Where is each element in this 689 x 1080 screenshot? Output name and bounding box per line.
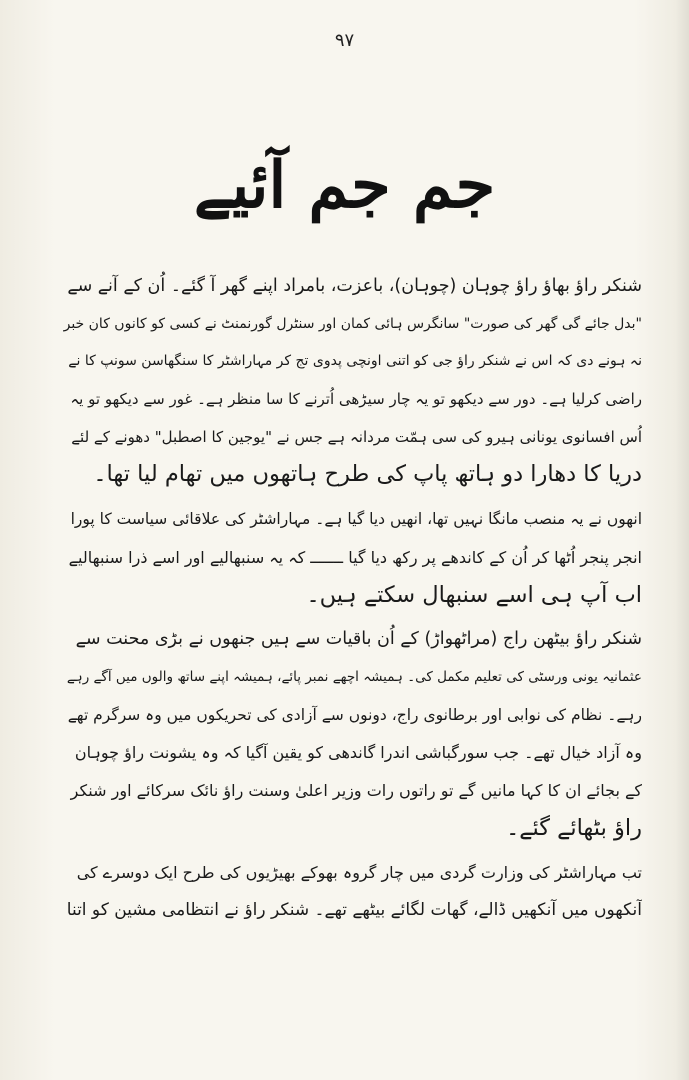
text-line: انجر پنجر اُٹھا کر اُن کے کاندھے پر رکھ دیا گیا ـــــــ کہ یہ سنبھالیے اور اسے ذرا سنبھالیے	[68, 547, 642, 567]
page-edge-shadow	[675, 0, 689, 1080]
text-line: "بدل جائے گی گھر کی صورت" سانگرس ہائی کمان اور سنٹرل گورنمنٹ نے کسی کو کانوں کان خبر	[63, 315, 642, 332]
text-line: شنکر راؤ بھاؤ راؤ چوہان (چوہان)، باعزت، بامراد اپنے گھر آ گئے۔ اُن کے آنے سے	[67, 276, 642, 296]
text-line: راضی کرلیا ہے۔ دور سے دیکھو تو یہ چار سیڑھی اُترنے کا سا منظر ہے۔ غور سے دیکھو تو یہ	[70, 390, 642, 409]
text-line: عثمانیہ یونی ورسٹی کی تعلیم مکمل کی۔ ہمیشہ اچھے نمبر پائے، ہمیشہ اپنے ساتھ والوں میں آگے رہے	[66, 668, 642, 685]
text-line: نہ ہونے دی کہ اس نے شنکر راؤ جی کو اتنی اونچی پدوی تج کر مہاراشٹر کا سنگھاسن سونپ کا نے	[68, 353, 642, 370]
text-line: اُس افسانوی یونانی ہیرو کی سی ہمّت مردانہ ہے جس نے "یوجین کا اصطبل" دھونے کے لئے	[71, 427, 642, 446]
chapter-title: جم جم آئیے	[193, 148, 496, 223]
body-text	[62, 268, 642, 930]
text-line: وہ آزاد خیال تھے۔ جب سورگباشی اندرا گاندھی کو یقین آگیا کہ وہ یشونت راؤ چوہان	[74, 743, 642, 763]
page-number: ۹۷	[334, 30, 355, 51]
text-line: شنکر راؤ بیٹھن راج (مراٹھواڑ) کے اُن باقیات سے ہیں جنھوں نے بڑی محنت سے	[75, 629, 642, 650]
text-line: راؤ بٹھائے گئے۔	[506, 814, 642, 841]
text-line: تب مہاراشٹر کی وزارت گردی میں چار گروہ بھوکے بھیڑیوں کی طرح ایک دوسرے کی	[76, 863, 642, 883]
text-line: دریا کا دھارا دو ہاتھ پاپ کی طرح ہاتھوں میں تھام لیا تھا۔	[93, 461, 642, 488]
paragraph-gap	[62, 494, 642, 501]
text-line: رہے۔ نظام کی نوابی اور برطانوی راج، دونوں سے آزادی کی تحریکوں میں وہ سرگرم تھے	[67, 705, 642, 724]
text-line: آنکھوں میں آنکھیں ڈالے، گھات لگائے بیٹھے تھے۔ شنکر راؤ نے انتظامی مشین کو اتنا	[66, 900, 642, 920]
text-line: کے بجائے ان کا کہا مانیں گے تو راتوں رات وزیر اعلیٰ وسنت راؤ نائک سرکائے اور شنکر	[70, 780, 642, 800]
paragraph-gap	[62, 847, 642, 854]
text-line: اب آپ ہی اسے سنبھال سکتے ہیں۔	[306, 581, 642, 608]
text-line: انھوں نے یہ منصب مانگا نہیں تھا، انھیں دیا گیا ہے۔ مہاراشٹر کی علاقائی سیاست کا پورا	[70, 510, 642, 529]
paragraph-gap	[62, 614, 642, 621]
